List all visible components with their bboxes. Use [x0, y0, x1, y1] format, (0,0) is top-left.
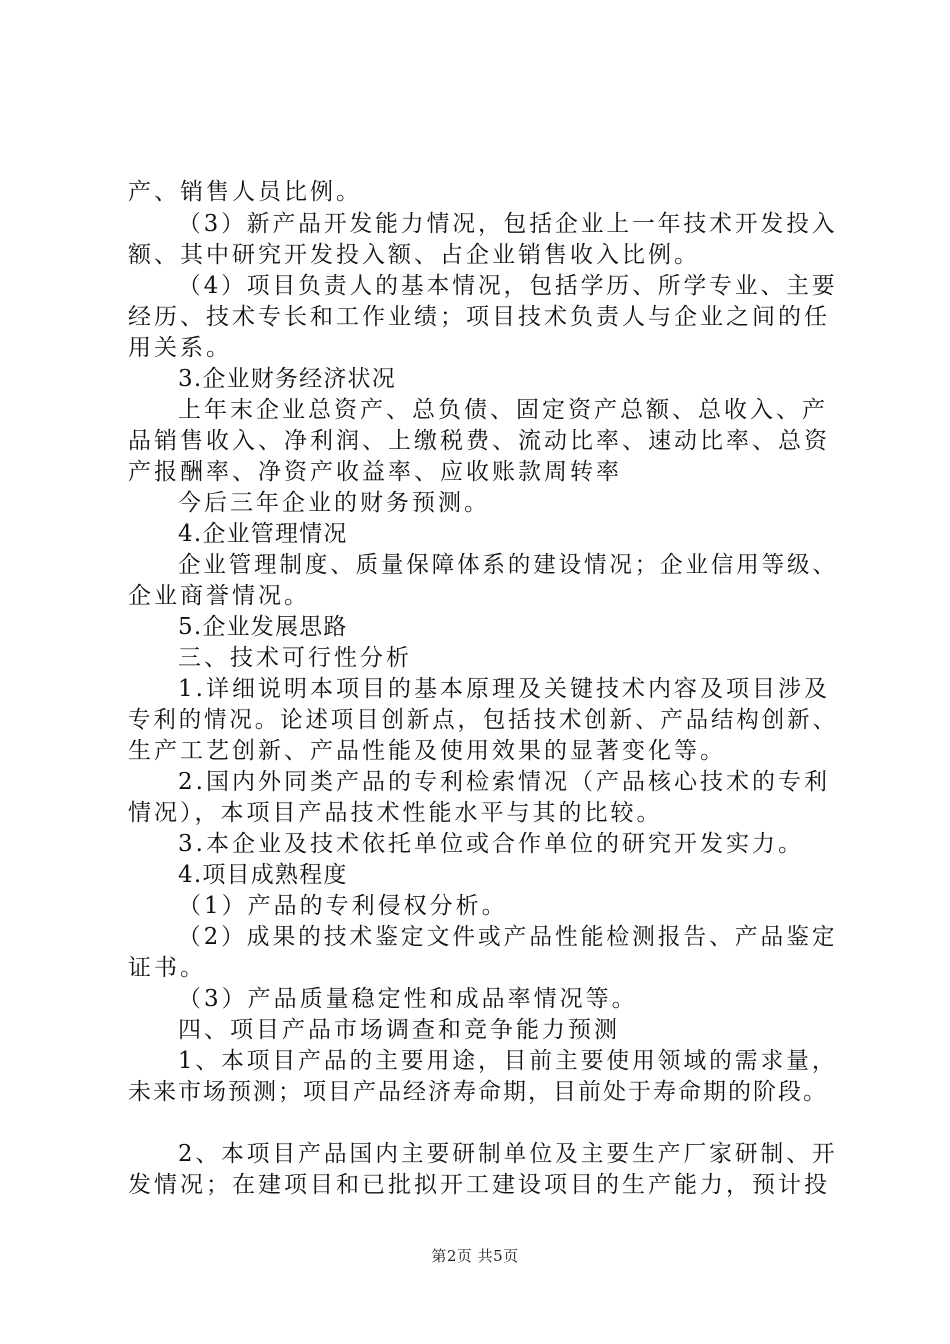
text-line: （1）产品的专利侵权分析。 [178, 893, 508, 919]
text-line: 企业商誉情况。 [128, 583, 310, 609]
text-line: （3）新产品开发能力情况，包括企业上一年技术开发投入 [178, 211, 838, 237]
text-line: 2.国内外同类产品的专利检索情况（产品核心技术的专利 [178, 769, 830, 795]
text-line: 产、销售人员比例。 [128, 179, 362, 205]
text-line: 未来市场预测；项目产品经济寿命期，目前处于寿命期的阶段。 [128, 1079, 828, 1105]
page-number-footer: 第2页 共5页 [431, 1247, 519, 1265]
text-line: 证书。 [128, 955, 206, 981]
text-line: 1、本项目产品的主要用途，目前主要使用领域的需求量， [178, 1048, 838, 1074]
section-heading: 三、技术可行性分析 [178, 645, 412, 671]
text-line: 专利的情况。论述项目创新点，包括技术创新、产品结构创新、 [128, 707, 838, 733]
text-line: 经历、技术专长和工作业绩；项目技术负责人与企业之间的任 [128, 304, 830, 330]
text-line: 1.详细说明本项目的基本原理及关键技术内容及项目涉及 [178, 676, 830, 702]
text-line: （3）产品质量稳定性和成品率情况等。 [178, 986, 638, 1012]
section-heading: 4.企业管理情况 [178, 521, 348, 547]
text-line: 用关系。 [128, 335, 232, 361]
text-line: （2）成果的技术鉴定文件或产品性能检测报告、产品鉴定 [178, 924, 838, 950]
section-heading: 四、项目产品市场调查和竞争能力预测 [178, 1017, 620, 1043]
text-line: 品销售收入、净利润、上缴税费、流动比率、速动比率、总资 [128, 428, 830, 454]
section-heading: 4.项目成熟程度 [178, 862, 348, 888]
text-line: （4）项目负责人的基本情况，包括学历、所学专业、主要 [178, 273, 838, 299]
text-line: 上年末企业总资产、总负债、固定资产总额、总收入、产 [178, 397, 828, 423]
text-line: 企业管理制度、质量保障体系的建设情况；企业信用等级、 [178, 552, 838, 578]
text-line: 3.本企业及技术依托单位或合作单位的研究开发实力。 [178, 831, 804, 857]
text-line: 生产工艺创新、产品性能及使用效果的显著变化等。 [128, 738, 726, 764]
text-line: 发情况；在建项目和已批拟开工建设项目的生产能力，预计投 [128, 1172, 830, 1198]
section-heading: 3.企业财务经济状况 [178, 366, 396, 392]
section-heading: 5.企业发展思路 [178, 614, 348, 640]
text-line: 2、本项目产品国内主要研制单位及主要生产厂家研制、开 [178, 1141, 838, 1167]
text-line: 情况），本项目产品技术性能水平与其的比较。 [128, 800, 663, 826]
text-line: 今后三年企业的财务预测。 [178, 490, 490, 516]
text-line: 产报酬率、净资产收益率、应收账款周转率 [128, 459, 622, 485]
text-line: 额、其中研究开发投入额、占企业销售收入比例。 [128, 242, 700, 268]
